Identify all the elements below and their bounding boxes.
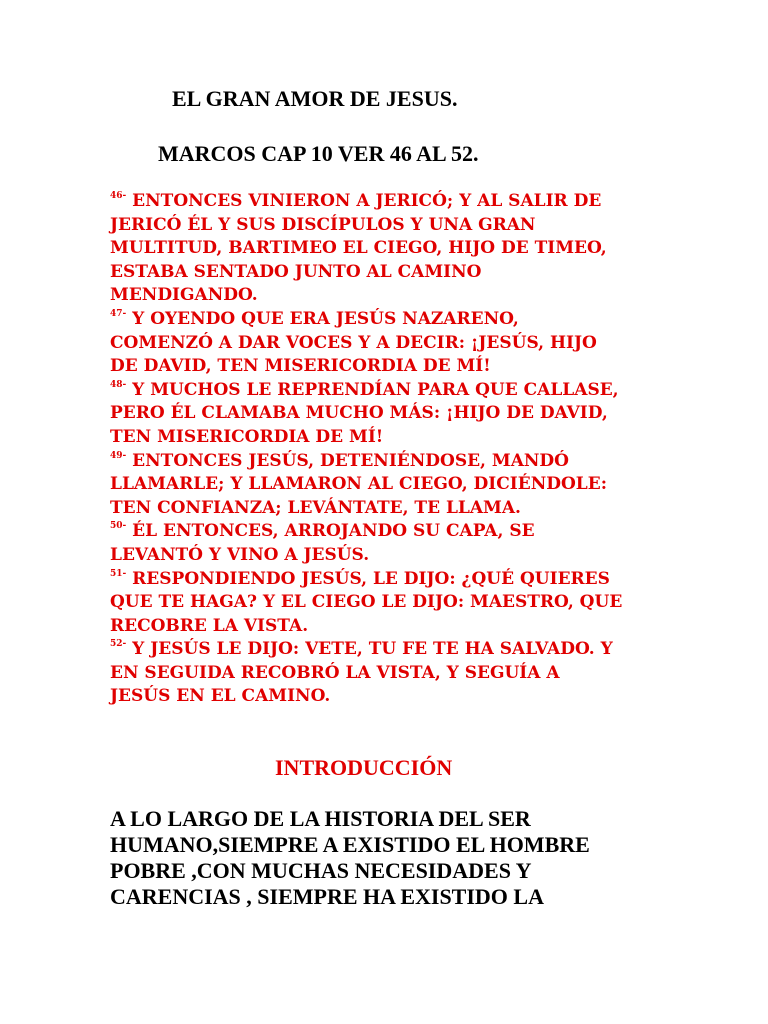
intro-line: CARENCIAS , SIEMPRE HA EXISTIDO LA bbox=[110, 884, 544, 909]
intro-line: HUMANO,SIEMPRE A EXISTIDO EL HOMBRE bbox=[110, 832, 590, 857]
verse-number: 46- bbox=[110, 191, 127, 201]
passage-line bbox=[110, 473, 670, 497]
passage-line bbox=[110, 685, 670, 709]
verse-text: EN SEGUIDA RECOBRÓ LA VISTA, Y SEGUÍA A bbox=[110, 662, 560, 683]
verse-text: ENTONCES JESÚS, DETENIÉNDOSE, MANDÓ bbox=[126, 450, 569, 471]
passage-line bbox=[110, 379, 670, 403]
passage-line bbox=[110, 214, 670, 238]
passage-line bbox=[110, 662, 670, 686]
verse-text: TEN CONFIANZA; LEVÁNTATE, TE LLAMA. bbox=[110, 497, 521, 518]
scripture-passage bbox=[110, 190, 670, 709]
passage-line bbox=[110, 308, 670, 332]
verse-text: TEN MISERICORDIA DE MÍ! bbox=[110, 426, 384, 447]
passage-line bbox=[110, 638, 670, 662]
verse-text: Y JESÚS LE DIJO: VETE, TU FE TE HA SALVADO. Y bbox=[126, 639, 613, 660]
passage-line bbox=[110, 426, 670, 450]
intro-line: POBRE ,CON MUCHAS NECESIDADES Y bbox=[110, 858, 532, 883]
passage-line bbox=[110, 591, 670, 615]
passage-line bbox=[110, 284, 670, 308]
verse-text: MULTITUD, BARTIMEO EL CIEGO, HIJO DE TIMEO, bbox=[110, 238, 607, 259]
section-heading: INTRODUCCIÓN bbox=[275, 755, 453, 780]
verse-text: ÉL ENTONCES, ARROJANDO SU CAPA, SE bbox=[126, 521, 535, 542]
verse-number: 48- bbox=[110, 379, 127, 390]
verse-text: PERO ÉL CLAMABA MUCHO MÁS: ¡HIJO DE DAVID, bbox=[110, 403, 608, 424]
verse-text: LEVANTÓ Y VINO A JESÚS. bbox=[110, 544, 370, 565]
intro-line: A LO LARGO DE LA HISTORIA DEL SER bbox=[110, 806, 531, 831]
verse-text: Y MUCHOS LE REPRENDÍAN PARA QUE CALLASE, bbox=[126, 379, 619, 400]
passage-line bbox=[110, 615, 670, 639]
verse-number: 49- bbox=[110, 450, 127, 461]
verse-text: Y OYENDO QUE ERA JESÚS NAZARENO, bbox=[126, 308, 519, 329]
verse-number: 50- bbox=[110, 521, 127, 532]
passage-line bbox=[110, 402, 670, 426]
passage-line bbox=[110, 261, 670, 285]
verse-text: JESÚS EN EL CAMINO. bbox=[110, 686, 331, 707]
passage-line bbox=[110, 190, 670, 214]
passage-line bbox=[110, 520, 670, 544]
verse-text: RECOBRE LA VISTA. bbox=[110, 615, 309, 636]
verse-text: MENDIGANDO. bbox=[110, 285, 258, 306]
verse-text: COMENZÓ A DAR VOCES Y A DECIR: ¡JESÚS, HIJO bbox=[110, 332, 597, 353]
passage-line bbox=[110, 332, 670, 356]
verse-number: 52- bbox=[110, 639, 127, 650]
verse-text: QUE TE HAGA? Y EL CIEGO LE DIJO: MAESTRO, QUE bbox=[110, 592, 623, 613]
passage-line bbox=[110, 355, 670, 379]
verse-number: 51- bbox=[110, 568, 127, 579]
scripture-reference: MARCOS CAP 10 VER 46 AL 52. bbox=[158, 141, 479, 166]
verse-text: ENTONCES VINIERON A JERICÓ; Y AL SALIR DE bbox=[126, 191, 602, 211]
verse-text: LLAMARLE; Y LLAMARON AL CIEGO, DICIÉNDOLE: bbox=[110, 474, 607, 495]
verse-text: DE DAVID, TEN MISERICORDIA DE MÍ! bbox=[110, 356, 491, 377]
introduction-paragraph bbox=[110, 806, 670, 910]
verse-text: ESTABA SENTADO JUNTO AL CAMINO bbox=[110, 261, 482, 282]
passage-line bbox=[110, 568, 670, 592]
verse-number: 47- bbox=[110, 308, 127, 319]
passage-line bbox=[110, 497, 670, 521]
passage-line bbox=[110, 450, 670, 474]
passage-line bbox=[110, 544, 670, 568]
passage-line bbox=[110, 237, 670, 261]
verse-text: RESPONDIENDO JESÚS, LE DIJO: ¿QUÉ QUIERES bbox=[126, 568, 610, 589]
document-title: EL GRAN AMOR DE JESUS. bbox=[172, 86, 458, 111]
verse-text: JERICÓ ÉL Y SUS DISCÍPULOS Y UNA GRAN bbox=[110, 214, 536, 235]
